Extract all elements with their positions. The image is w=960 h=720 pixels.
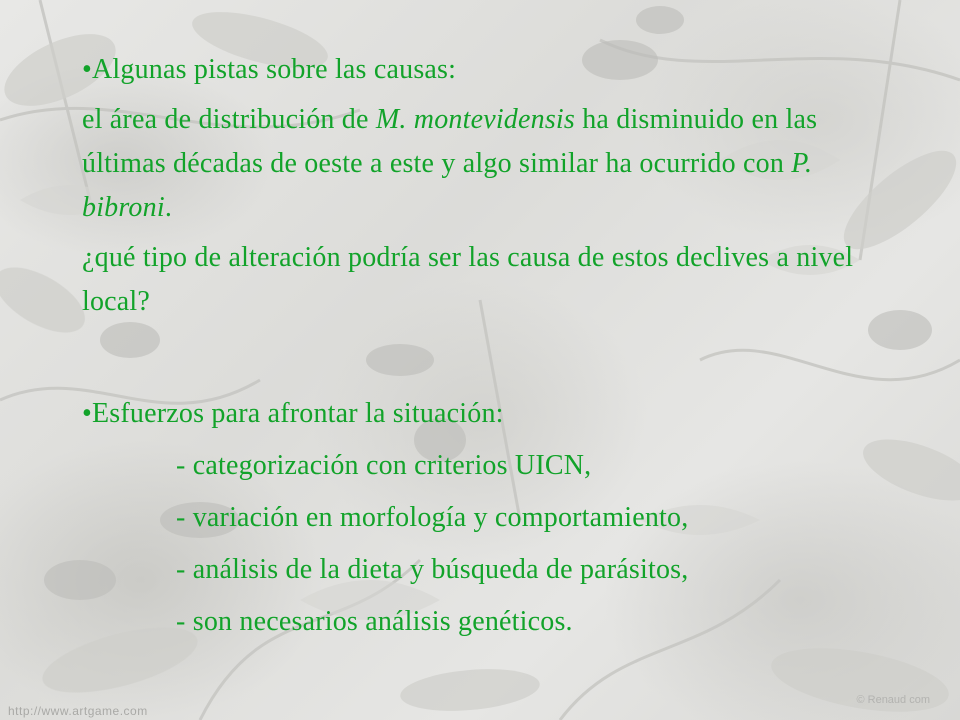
efforts-item: - análisis de la dieta y búsqueda de parásitos,: [176, 554, 689, 585]
causes-heading: •Algunas pistas sobre las causas:: [82, 54, 457, 85]
causes-paragraph-distribution: [82, 98, 882, 230]
distribution-text-part-2: ha disminuido en las últimas décadas de oeste a este y algo similar ha ocurrido con: [82, 104, 818, 179]
efforts-item: - variación en morfología y comportamiento,: [176, 502, 689, 533]
species-name-bibroni: P. bibroni: [82, 148, 813, 223]
image-credit-url: http://www.artgame.com: [8, 704, 148, 718]
section-efforts: [82, 392, 882, 644]
distribution-text-part-3: .: [164, 192, 173, 223]
section-causes: [82, 48, 882, 324]
efforts-item: - son necesarios análisis genéticos.: [176, 606, 573, 637]
distribution-text-part-1: el área de distribución de: [82, 104, 376, 135]
efforts-item: - categorización con criterios UICN,: [176, 450, 592, 481]
species-name-montevidensis: M. montevidensis: [375, 104, 576, 135]
efforts-heading: •Esfuerzos para afrontar la situación:: [82, 398, 504, 429]
image-credit-signature: © Renaud com: [856, 694, 930, 706]
causes-question: ¿qué tipo de alteración podría ser las causa de estos declives a nivel local?: [82, 242, 854, 317]
